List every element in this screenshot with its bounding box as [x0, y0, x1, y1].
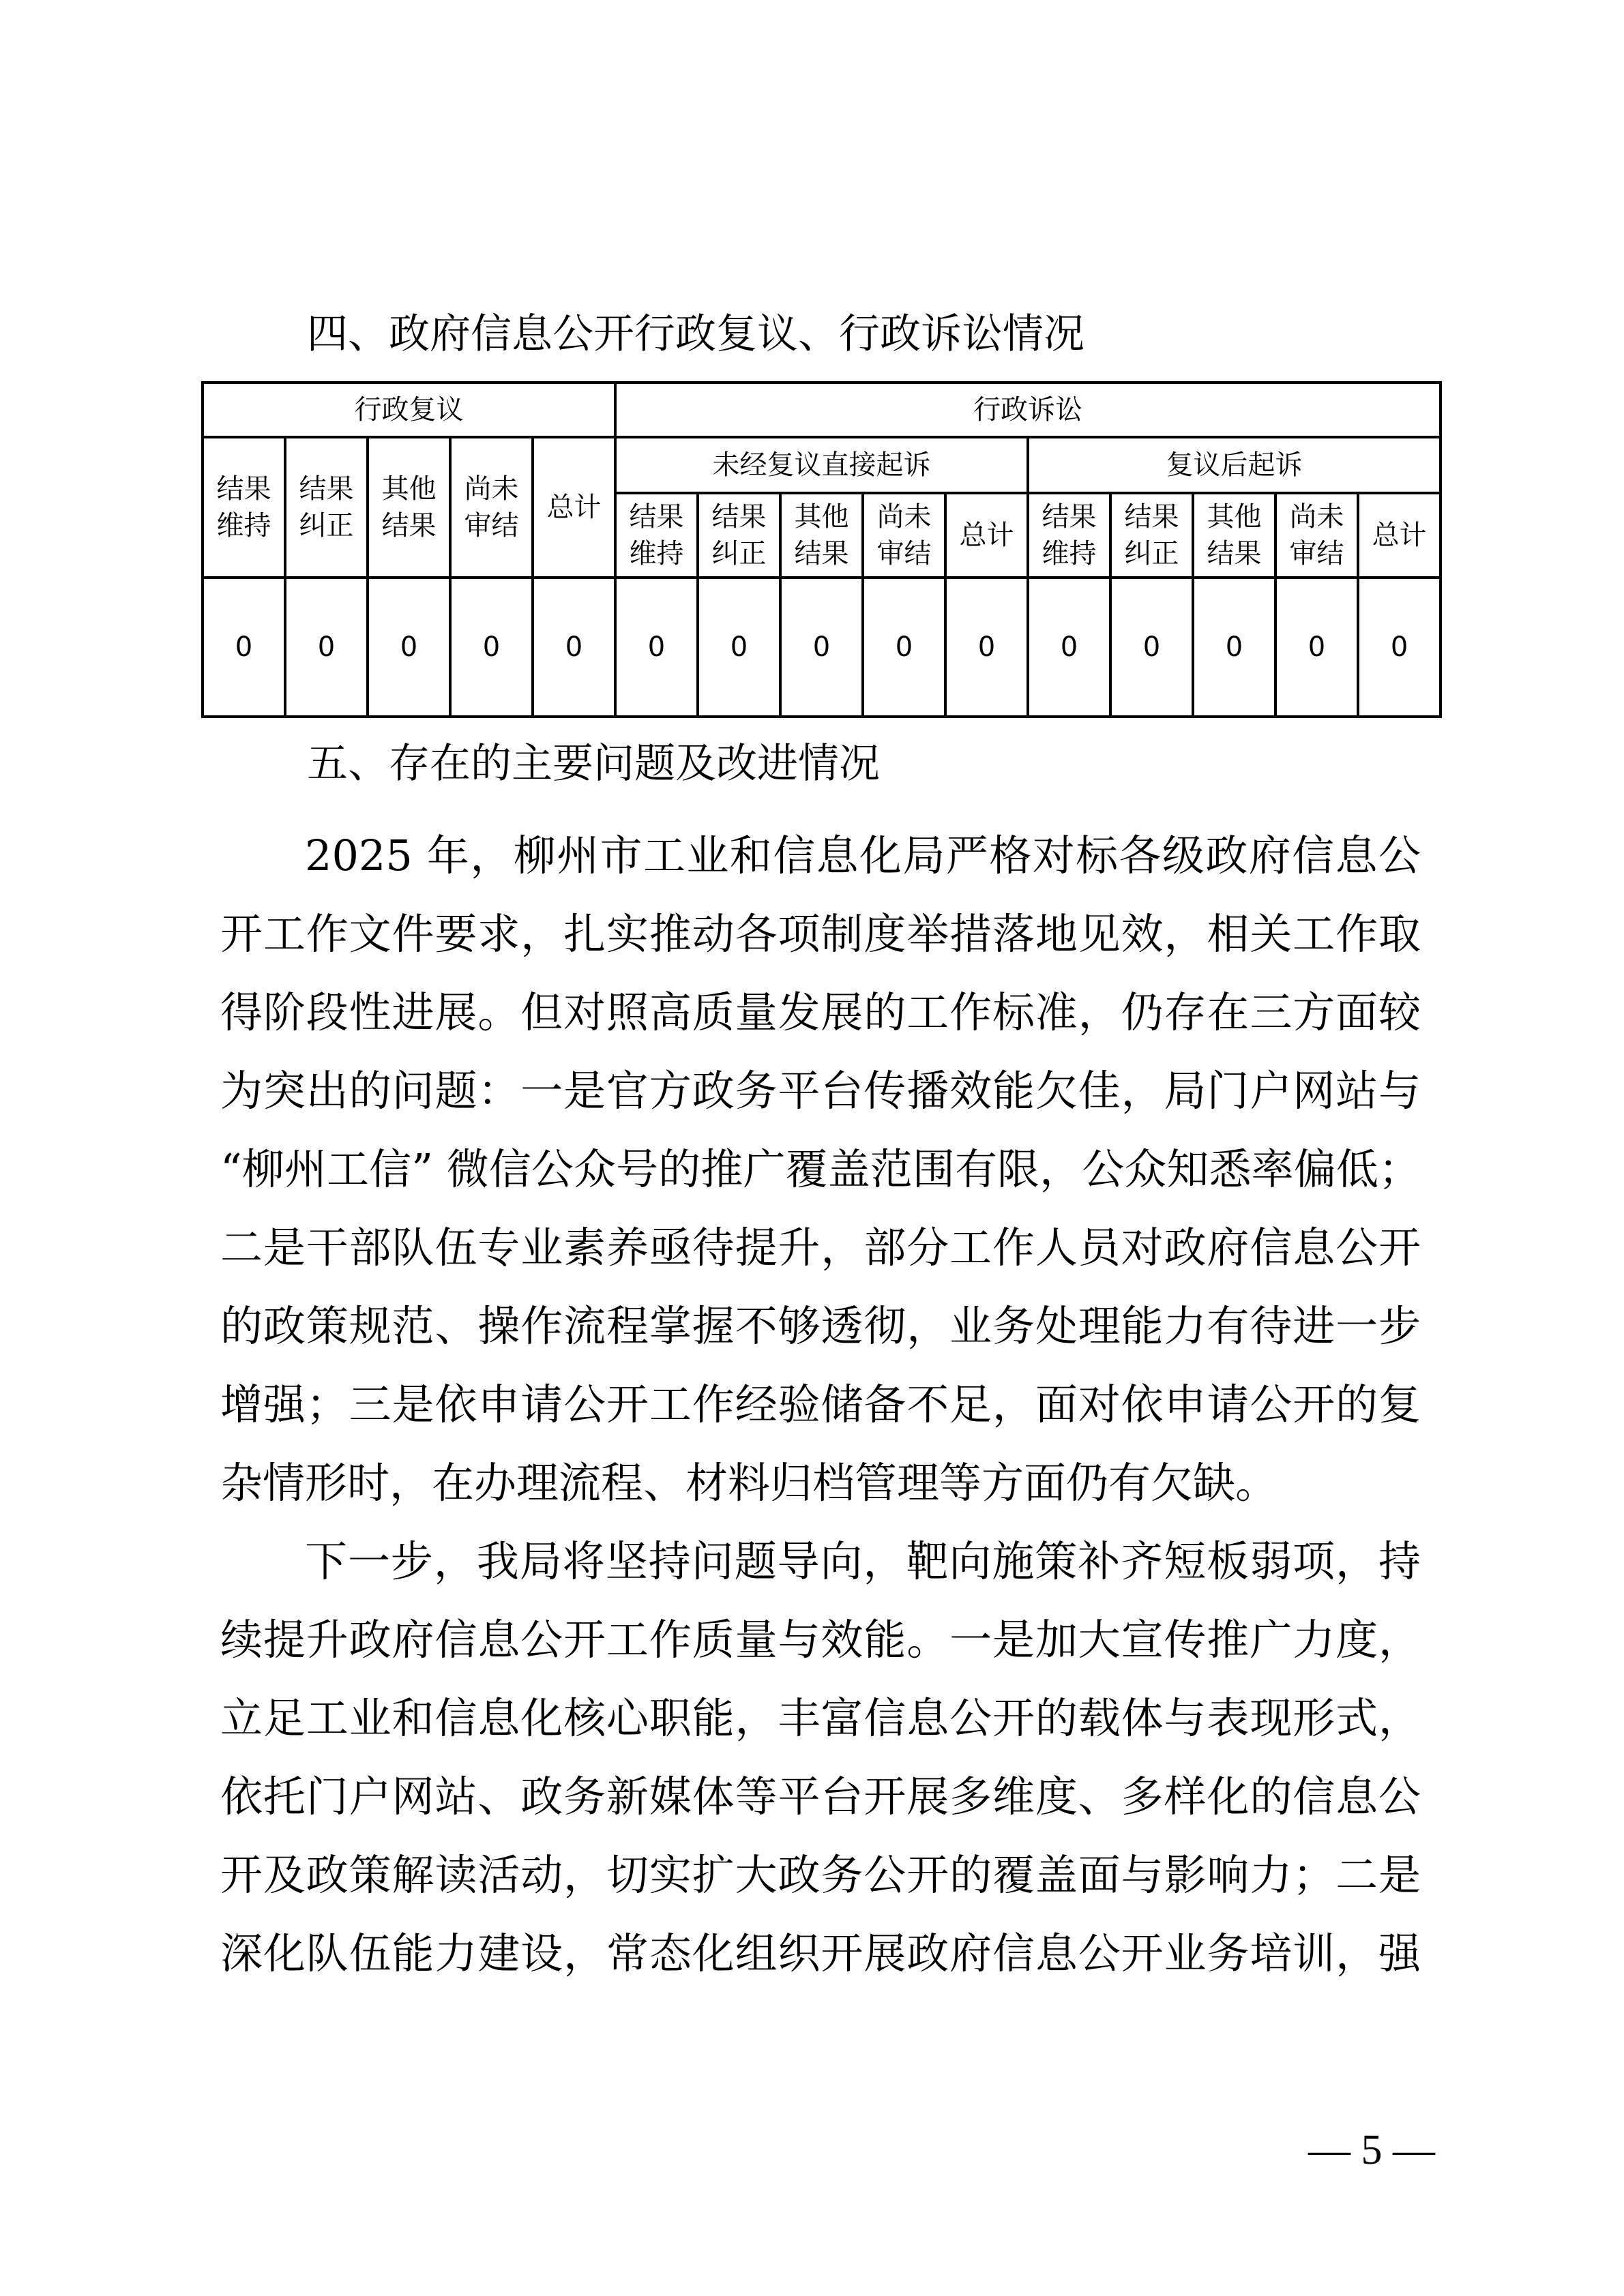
paragraph-line: 依托门户网站、政务新媒体等平台开展多维度、多样化的信息公 [220, 1772, 1421, 1821]
col-header-direct-total: 总计 [945, 493, 1028, 578]
paragraph-line: 深化队伍能力建设，常态化组织开展政府信息公开业务培训，强 [220, 1928, 1421, 1978]
cell-direct-upheld: 0 [615, 578, 698, 717]
paragraph-line: 开及政策解读活动，切实扩大政务公开的覆盖面与影响力；二是 [220, 1850, 1421, 1900]
paragraph-line: 得阶段性进展。但对照高质量发展的工作标准，仍存在三方面较 [220, 987, 1421, 1037]
cell-direct-total: 0 [945, 578, 1028, 717]
cell-review-upheld: 0 [203, 578, 285, 717]
col-header-direct-other: 其他结果 [780, 493, 863, 578]
cell-review-corrected: 0 [285, 578, 368, 717]
col-header-review-corrected: 结果纠正 [285, 437, 368, 578]
group-header-review: 行政复议 [203, 383, 615, 437]
paragraph-line: 增强；三是依申请公开工作经验储备不足，面对依申请公开的复 [220, 1380, 1421, 1429]
review-litigation-table [201, 381, 1442, 718]
paragraph-line: “柳州工信” 微信公众号的推广覆盖范围有限，公众知悉率偏低； [220, 1144, 1421, 1194]
section-heading-5: 五、存在的主要问题及改进情况 [307, 740, 880, 788]
col-header-direct-upheld: 结果维持 [615, 493, 698, 578]
paragraph-line: 为突出的问题：一是官方政务平台传播效能欠佳，局门户网站与 [220, 1066, 1421, 1116]
col-header-after-other: 其他结果 [1193, 493, 1275, 578]
cell-after-total: 0 [1358, 578, 1441, 717]
col-header-after-upheld: 结果维持 [1028, 493, 1110, 578]
cell-review-total: 0 [533, 578, 615, 717]
paragraph-line: 二是干部队伍专业素养亟待提升，部分工作人员对政府信息公开 [220, 1223, 1421, 1272]
col-header-review-other: 其他结果 [368, 437, 450, 578]
col-header-review-total: 总计 [533, 437, 615, 578]
group-header-litigation: 行政诉讼 [615, 383, 1441, 437]
paragraph-line: 2025 年，柳州市工业和信息化局严格对标各级政府信息公 [305, 831, 1421, 880]
cell-after-other: 0 [1193, 578, 1275, 717]
subgroup-header-direct: 未经复议直接起诉 [615, 437, 1028, 493]
paragraph-line: 杂情形时，在办理流程、材料归档管理等方面仍有欠缺。 [220, 1458, 1278, 1508]
col-header-direct-corrected: 结果纠正 [698, 493, 780, 578]
col-header-direct-pending: 尚未审结 [863, 493, 945, 578]
table-subgroup-header-row [203, 437, 1441, 493]
paragraph-line: 下一步，我局将坚持问题导向，靶向施策补齐短板弱项，持 [305, 1536, 1421, 1586]
cell-direct-pending: 0 [863, 578, 945, 717]
table-data-row [203, 578, 1441, 717]
col-header-after-total: 总计 [1358, 493, 1441, 578]
paragraph-line: 立足工业和信息化核心职能，丰富信息公开的载体与表现形式， [220, 1693, 1421, 1743]
page-number: — 5 — [1308, 2127, 1435, 2173]
cell-review-other: 0 [368, 578, 450, 717]
paragraph-problems [220, 816, 1421, 1522]
subgroup-header-after-review: 复议后起诉 [1028, 437, 1441, 493]
table-group-header-row [203, 383, 1441, 437]
col-header-review-pending: 尚未审结 [450, 437, 533, 578]
cell-direct-other: 0 [780, 578, 863, 717]
cell-after-corrected: 0 [1110, 578, 1193, 717]
paragraph-line: 的政策规范、操作流程掌握不够透彻，业务处理能力有待进一步 [220, 1301, 1421, 1351]
cell-after-upheld: 0 [1028, 578, 1110, 717]
col-header-after-corrected: 结果纠正 [1110, 493, 1193, 578]
cell-direct-corrected: 0 [698, 578, 780, 717]
cell-after-pending: 0 [1275, 578, 1358, 717]
col-header-after-pending: 尚未审结 [1275, 493, 1358, 578]
section-heading-4: 四、政府信息公开行政复议、行政诉讼情况 [307, 310, 1084, 358]
paragraph-line: 续提升政府信息公开工作质量与效能。一是加大宣传推广力度， [220, 1615, 1421, 1665]
cell-review-pending: 0 [450, 578, 533, 717]
paragraph-line: 开工作文件要求，扎实推动各项制度举措落地见效，相关工作取 [220, 909, 1421, 959]
col-header-review-upheld: 结果维持 [203, 437, 285, 578]
paragraph-next-steps [220, 1522, 1421, 1993]
